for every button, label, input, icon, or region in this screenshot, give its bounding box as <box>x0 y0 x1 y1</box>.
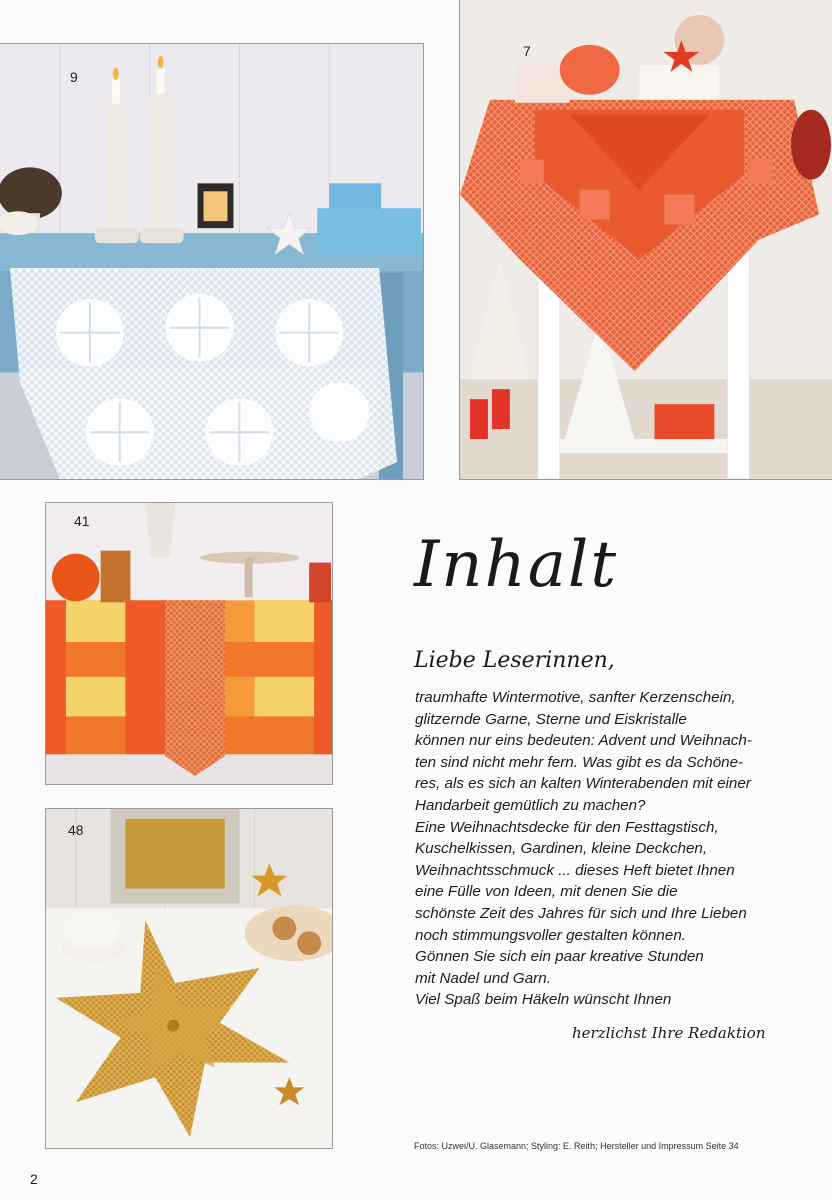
body-line: Gönnen Sie sich ein paar kreative Stunden <box>415 948 704 966</box>
photo-red-tablecloth <box>459 0 832 480</box>
body-line: noch stimmungsvoller gestalten können. <box>415 926 686 944</box>
photo-41-number: 41 <box>74 513 90 529</box>
body-line: schönste Zeit des Jahres für sich und Ihre Lieben <box>415 904 747 922</box>
greeting: Liebe Leserinnen, <box>414 648 615 673</box>
editorial-body <box>415 687 795 1011</box>
page-title: Inhalt <box>414 528 619 602</box>
body-line: res, als es sich an kalten Winterabenden mit einer <box>415 775 751 793</box>
body-line: Viel Spaß beim Häkeln wünscht Ihnen <box>415 991 672 1009</box>
body-line: traumhafte Wintermotive, sanfter Kerzenschein, <box>415 689 736 706</box>
photo-9-image <box>0 44 423 479</box>
page-number: 2 <box>30 1171 38 1187</box>
body-line: Weihnachtsschmuck ... dieses Heft bietet Ihnen <box>415 861 735 879</box>
body-line: glitzernde Garne, Sterne und Eiskristalle <box>415 710 687 728</box>
photo-white-snowflake-runner <box>0 43 424 480</box>
body-line: eine Fülle von Ideen, mit denen Sie die <box>415 883 678 901</box>
body-line: Kuschelkissen, Gardinen, kleine Deckchen, <box>415 840 708 858</box>
photo-48-number: 48 <box>68 822 84 838</box>
body-line: Handarbeit gemütlich zu machen? <box>415 796 646 814</box>
body-line: können nur eins bedeuten: Advent und Weihnach- <box>415 732 752 750</box>
photo-7-number: 7 <box>523 43 531 59</box>
body-line: Eine Weihnachtsdecke für den Festtagstisch, <box>415 818 719 836</box>
photo-48-image <box>46 809 332 1148</box>
photo-9-number: 9 <box>70 69 78 85</box>
photo-41-image <box>46 503 332 784</box>
photo-orange-runner <box>45 502 333 785</box>
body-line: mit Nadel und Garn. <box>415 969 551 987</box>
body-line: ten sind nicht mehr fern. Was gibt es da Schöne- <box>415 753 744 771</box>
photo-gold-star-doily <box>45 808 333 1149</box>
signature: herzlichst Ihre Redaktion <box>572 1024 766 1042</box>
photo-credits: Fotos: Uzwei/U. Glasemann; Styling: E. Reith; Hersteller und Impressum Seite 34 <box>414 1141 739 1151</box>
photo-7-image <box>460 0 832 479</box>
